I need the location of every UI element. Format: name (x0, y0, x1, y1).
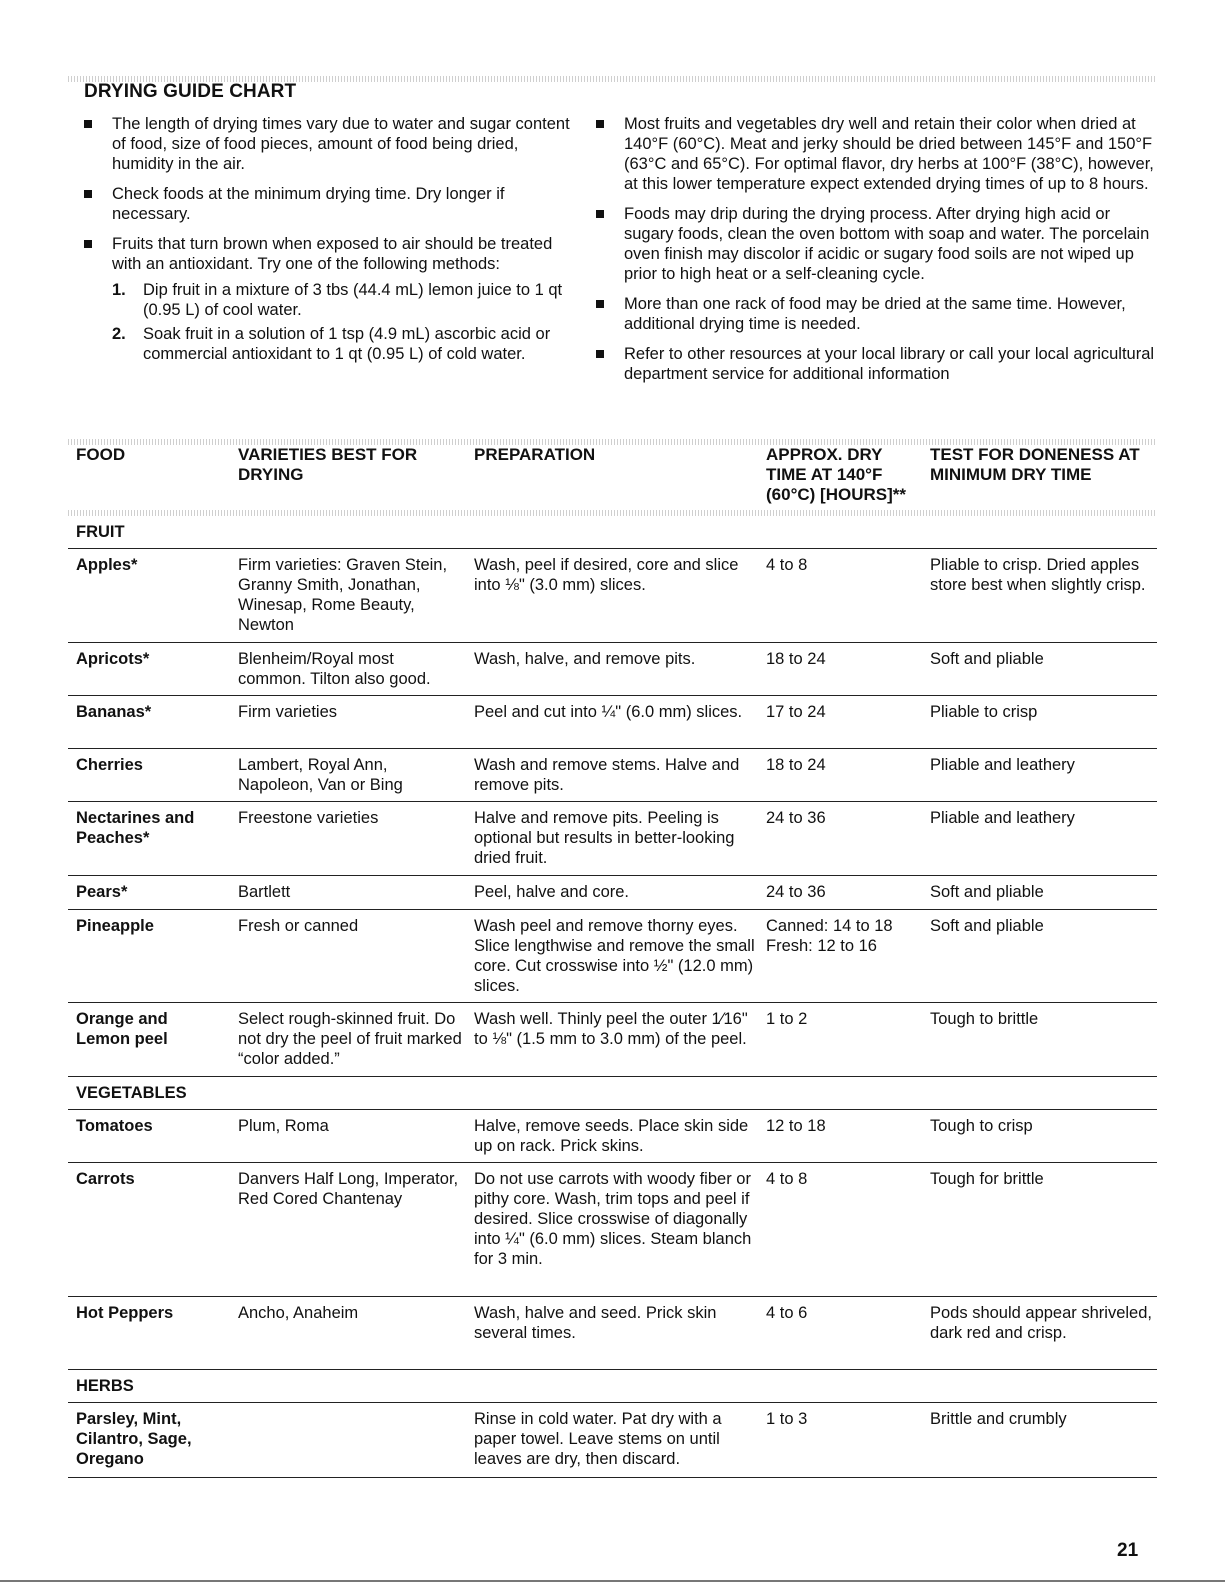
preparation-cell: Do not use carrots with woody fiber or pithy core. Wash, trim tops and peel if desired. Slice crosswise of diagonally into ¼" (6.0 mm) slices. Steam blanch for 3 min. (474, 1170, 752, 1268)
varieties-cell: Plum, Roma (238, 1117, 329, 1135)
preparation-cell: Wash, halve, and remove pits. (474, 650, 696, 668)
food-cell: Nectarines and Peaches* (76, 809, 195, 847)
food-cell: Tomatoes (76, 1117, 153, 1135)
category-label: FRUIT (76, 523, 125, 541)
bullet-square-icon (596, 210, 604, 218)
food-cell: Orange and Lemon peel (76, 1010, 168, 1048)
table-row (68, 1403, 1157, 1478)
method-item (112, 280, 584, 320)
bullet-text: More than one rack of food may be dried at the same time. However, additional drying time is needed. (624, 295, 1126, 333)
category-row (68, 1077, 1157, 1110)
dry-time-cell: 4 to 8 (766, 1170, 808, 1188)
varieties-cell: Lambert, Royal Ann, Napoleon, Van or Bing (238, 756, 403, 794)
table-row (68, 696, 1157, 749)
food-cell: Pears* (76, 883, 128, 901)
varieties-cell: Select rough-skinned fruit. Do not dry the peel of fruit marked “color added.” (238, 1010, 462, 1068)
food-cell: Cherries (76, 756, 143, 774)
dry-time-cell: 24 to 36 (766, 883, 826, 901)
table-row (68, 1110, 1157, 1163)
doneness-cell: Brittle and crumbly (930, 1410, 1067, 1428)
bullet-square-icon (596, 300, 604, 308)
varieties-cell: Bartlett (238, 883, 291, 901)
preparation-cell: Wash well. Thinly peel the outer 1⁄16" to ⅛" (1.5 mm to 3.0 mm) of the peel. (474, 1010, 748, 1048)
table-row (68, 1003, 1157, 1077)
food-cell: Hot Peppers (76, 1304, 174, 1322)
preparation-cell: Halve and remove pits. Peeling is optional but results in better-looking dried fruit. (474, 809, 735, 867)
preparation-cell: Wash peel and remove thorny eyes. Slice lengthwise and remove the small core. Cut crosswise into ½" (12.0 mm) slices. (474, 917, 755, 995)
page-number: 21 (1117, 1540, 1139, 1561)
doneness-cell: Tough for brittle (930, 1170, 1044, 1188)
bullet-square-icon (84, 240, 92, 248)
preparation-cell: Wash, halve and seed. Prick skin several times. (474, 1304, 717, 1342)
table-row (68, 802, 1157, 876)
method-number: 1. (112, 281, 126, 299)
varieties-cell: Firm varieties: Graven Stein, Granny Smith, Jonathan, Winesap, Rome Beauty, Newton (238, 556, 448, 634)
page-bottom-edge (0, 1580, 1225, 1582)
column-header-food: FOOD (76, 445, 126, 464)
doneness-cell: Tough to brittle (930, 1010, 1039, 1028)
bullet-item (84, 114, 584, 174)
doneness-cell: Pods should appear shriveled, dark red and crisp. (930, 1304, 1152, 1342)
bullet-text: Check foods at the minimum drying time. Dry longer if necessary. (112, 185, 505, 223)
column-header-dry-time: APPROX. DRY TIME AT 140°F (60°C) [HOURS]** (766, 445, 906, 504)
bullet-square-icon (84, 190, 92, 198)
bullet-item (596, 344, 1156, 384)
bullet-item (596, 114, 1156, 194)
doneness-cell: Tough to crisp (930, 1117, 1033, 1135)
table-row (68, 876, 1157, 910)
antioxidant-methods-list (112, 280, 584, 364)
category-label: HERBS (76, 1377, 134, 1395)
table-row (68, 1297, 1157, 1370)
dry-time-cell: 18 to 24 (766, 756, 826, 774)
method-text: Dip fruit in a mixture of 3 tbs (44.4 mL) lemon juice to 1 qt (0.95 L) of cool water. (143, 281, 563, 319)
dry-time-cell: 1 to 3 (766, 1410, 808, 1428)
category-row (68, 1370, 1157, 1403)
doneness-cell: Soft and pliable (930, 917, 1044, 935)
varieties-cell: Blenheim/Royal most common. Tilton also good. (238, 650, 431, 688)
varieties-cell: Freestone varieties (238, 809, 379, 827)
food-cell: Apples* (76, 556, 138, 574)
doneness-cell: Soft and pliable (930, 650, 1044, 668)
doneness-cell: Pliable to crisp. Dried apples store best when slightly crisp. (930, 556, 1146, 594)
intro-right-column (596, 114, 1156, 394)
bullet-item (596, 204, 1156, 284)
bullet-text: The length of drying times vary due to water and sugar content of food, size of food pieces, amount of food being dried, humidity in the air. (112, 115, 570, 173)
bullet-item (596, 294, 1156, 334)
food-cell: Pineapple (76, 917, 154, 935)
category-label: VEGETABLES (76, 1084, 187, 1102)
preparation-cell: Peel, halve and core. (474, 883, 630, 901)
bullet-text: Fruits that turn brown when exposed to air should be treated with an antioxidant. Try one of the following methods: (112, 235, 553, 273)
preparation-cell: Wash and remove stems. Halve and remove pits. (474, 756, 740, 794)
food-cell: Bananas* (76, 703, 152, 721)
drying-chart-table (68, 516, 1157, 1478)
method-number: 2. (112, 325, 126, 343)
column-header-varieties: VARIETIES BEST FOR DRYING (238, 445, 418, 484)
dry-time-cell: 12 to 18 (766, 1117, 826, 1135)
preparation-cell: Peel and cut into ¼" (6.0 mm) slices. (474, 703, 743, 721)
preparation-cell: Rinse in cold water. Pat dry with a paper towel. Leave stems on until leaves are dry, then discard. (474, 1410, 722, 1468)
chart-header-row (68, 445, 1157, 507)
doneness-cell: Pliable to crisp (930, 703, 1038, 721)
intro-left-column (84, 114, 584, 368)
dry-time-cell: 24 to 36 (766, 809, 826, 827)
bullet-square-icon (596, 120, 604, 128)
table-row (68, 1163, 1157, 1297)
doneness-cell: Pliable and leathery (930, 809, 1075, 827)
bullet-text: Refer to other resources at your local library or call your local agricultural department service for additional information (624, 345, 1155, 383)
preparation-cell: Halve, remove seeds. Place skin side up on rack. Prick skins. (474, 1117, 749, 1155)
doneness-cell: Pliable and leathery (930, 756, 1075, 774)
column-header-doneness: TEST FOR DONENESS AT MINIMUM DRY TIME (930, 445, 1140, 484)
bullet-square-icon (84, 120, 92, 128)
doneness-cell: Soft and pliable (930, 883, 1044, 901)
section-heading: DRYING GUIDE CHART (84, 81, 297, 102)
dry-time-cell: Canned: 14 to 18 Fresh: 12 to 16 (766, 917, 893, 955)
column-header-preparation: PREPARATION (474, 445, 596, 464)
bullet-text: Foods may drip during the drying process. After drying high acid or sugary foods, clean the oven bottom with soap and water. The porcelain oven finish may discolor if acidic or sugary food soils are not wiped up prior to high heat or a self-cleaning cycle. (624, 205, 1150, 283)
varieties-cell: Ancho, Anaheim (238, 1304, 359, 1322)
food-cell: Apricots* (76, 650, 150, 668)
method-item (112, 324, 584, 364)
bullet-square-icon (596, 350, 604, 358)
dry-time-cell: 4 to 6 (766, 1304, 808, 1322)
method-text: Soak fruit in a solution of 1 tsp (4.9 mL) ascorbic acid or commercial antioxidant to 1 qt (0.95 L) of cold water. (143, 325, 551, 363)
food-cell: Carrots (76, 1170, 135, 1188)
varieties-cell: Firm varieties (238, 703, 338, 721)
table-row (68, 749, 1157, 802)
food-cell: Parsley, Mint, Cilantro, Sage, Oregano (76, 1410, 192, 1468)
varieties-cell: Danvers Half Long, Imperator, Red Cored Chantenay (238, 1170, 459, 1208)
table-row (68, 910, 1157, 1003)
category-row (68, 516, 1157, 549)
bullet-item (84, 234, 584, 274)
varieties-cell: Fresh or canned (238, 917, 359, 935)
preparation-cell: Wash, peel if desired, core and slice into ⅛" (3.0 mm) slices. (474, 556, 739, 594)
bullet-item (84, 184, 584, 224)
bullet-text: Most fruits and vegetables dry well and retain their color when dried at 140°F (60°C). Meat and jerky should be dried between 145°F and 150°F (63°C and 65°C). For optimal flavor, dry herbs at 100°F (38°C), however, at this lower temperature expect extended drying times of up to 8 hours. (624, 115, 1154, 193)
dry-time-cell: 1 to 2 (766, 1010, 808, 1028)
table-row (68, 643, 1157, 696)
dry-time-cell: 17 to 24 (766, 703, 826, 721)
dry-time-cell: 18 to 24 (766, 650, 826, 668)
dry-time-cell: 4 to 8 (766, 556, 808, 574)
table-row (68, 549, 1157, 643)
